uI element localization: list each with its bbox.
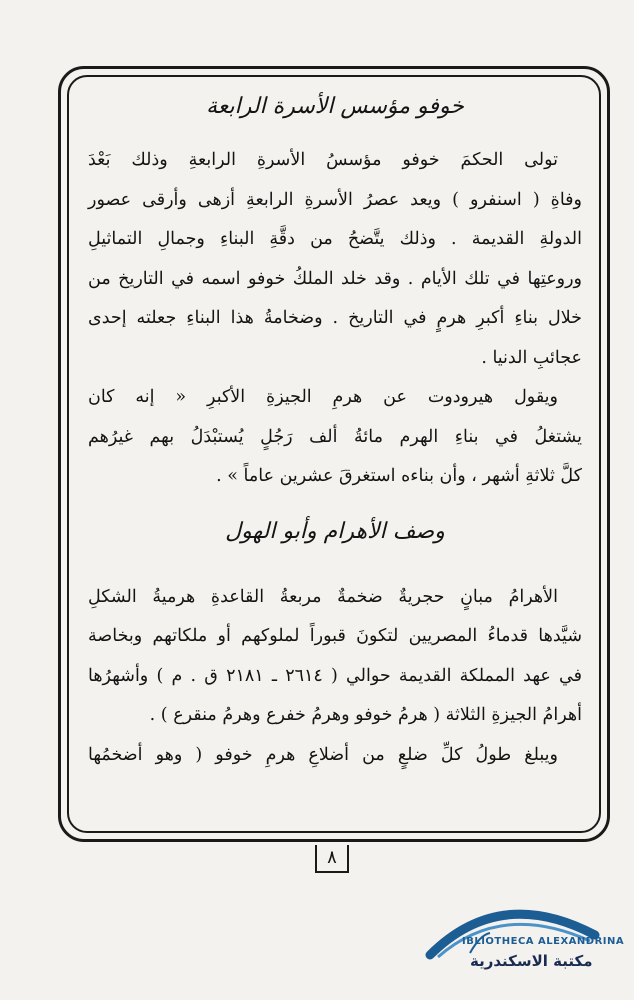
logo-latin-text: IBLIOTHECA ALEXANDRINA — [462, 936, 625, 947]
text-line: ويبلغ طولُ كلِّ ضلعٍ من أضلاعِ هرمِ خوفو ( وهو أضخمُها — [88, 744, 558, 765]
heading-pyramids: وصف الأهرام وأبو الهول — [225, 518, 445, 544]
text-line: يشتغلُ في بناءِ الهرم مائةُ ألف رَجُلٍ يُستبْدَلُ بهم غيرُهم — [88, 426, 582, 447]
heading-khufu: خوفو مؤسس الأسرة الرابعة — [206, 94, 464, 119]
text-line: في عهد المملكة القديمة حوالي ( ٢٦١٤ ـ ٢١٨١ ق . م ) وأشهرُها — [88, 665, 582, 686]
text-line: خلال بناءِ أكبرِ هرمٍ في التاريخ . وضخامةُ هذا البناءِ جعلته إحدى — [88, 308, 582, 328]
page-body — [88, 86, 582, 775]
text-line: عجائبِ الدنيا . — [481, 347, 582, 368]
text-line: الدولةِ القديمة . وذلك يتَّضحُ من دقَّةِ البناءِ وجمالِ التماثيلِ — [88, 229, 582, 249]
text-line: كلَّ ثلاثةِ أشهر ، وأن بناءه استغرقَ عشرين عاماً » . — [216, 466, 582, 486]
text-line: ويقول هيرودوت عن هرمِ الجيزةِ الأكبرِ « إنه كان — [88, 387, 558, 407]
text-line: الأهرامُ مبانٍ حجريةٌ ضخمةٌ مربعةُ القاعدةِ هرميةُ الشكلِ — [88, 586, 558, 607]
page-number: ٨ — [315, 845, 349, 873]
paragraph-herodotus — [88, 378, 582, 497]
logo-arabic-text: مكتبة الاسكندرية — [470, 952, 593, 970]
text-line: أهرامُ الجيزةِ الثلاثة ( هرمُ خوفو وهرمُ خفرع وهرمُ منقرع ) . — [149, 705, 582, 725]
paragraph-khufu — [88, 141, 582, 378]
text-line: شيَّدها قدماءُ المصريين لتكونَ قبوراً لملوكهم أو ملكاتهم وبخاصة — [88, 626, 582, 646]
paragraph-pyramids — [88, 578, 582, 776]
text-line: وفاةِ ( اسنفرو ) ويعد عصرُ الأسرةِ الرابعةِ أزهى وأرقى عصور — [88, 189, 582, 210]
text-line: وروعتِها في تلك الأيام . وقد خلد الملكُ خوفو اسمه في التاريخ من — [88, 268, 582, 289]
text-line: تولى الحكمَ خوفو مؤسسُ الأسرةِ الرابعةِ وذلك بَعْدَ — [88, 150, 558, 170]
